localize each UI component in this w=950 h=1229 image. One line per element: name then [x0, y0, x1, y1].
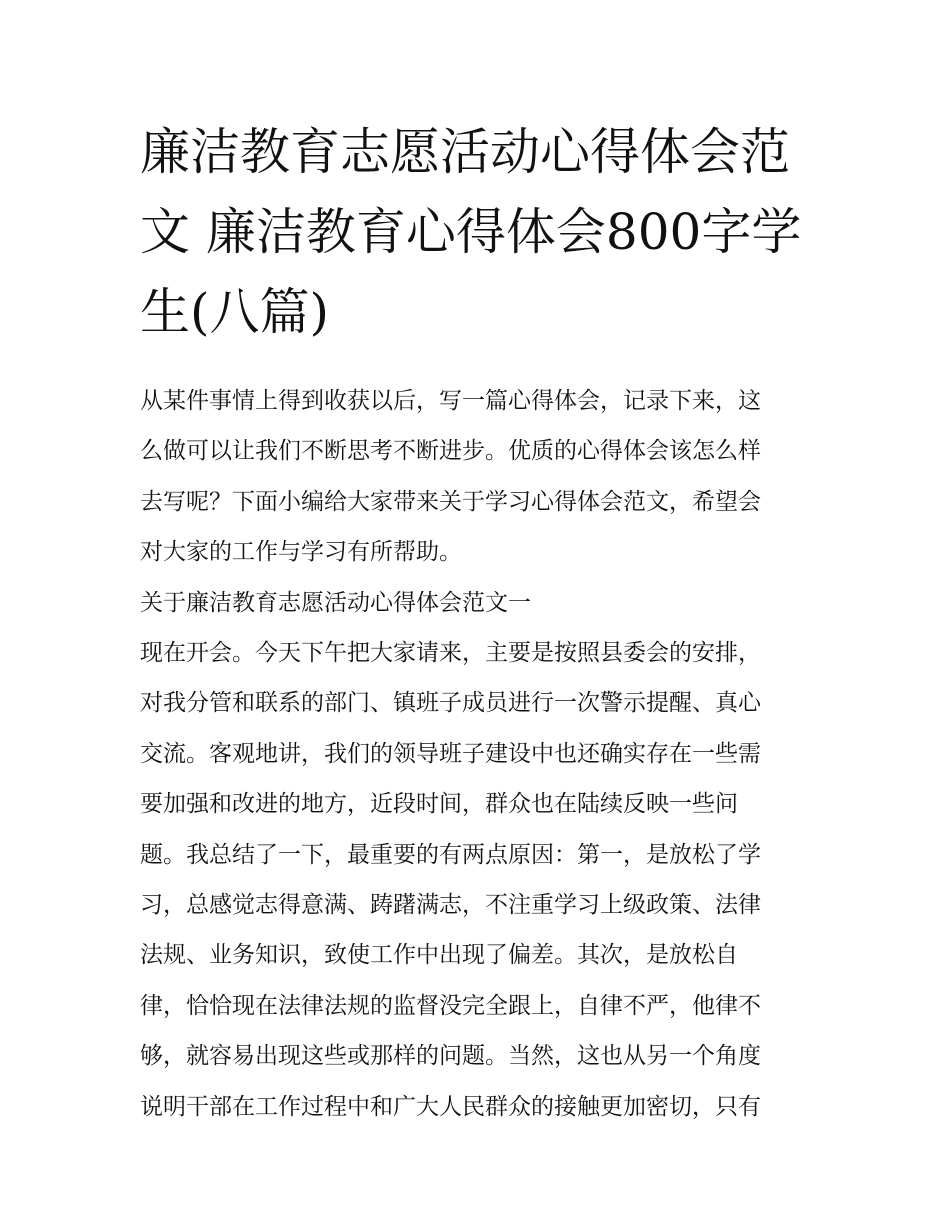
title-line: 生(八篇) — [140, 283, 330, 341]
paragraph-line: 对我分管和联系的部门、镇班子成员进行一次警示提醒、真心 — [140, 690, 761, 717]
paragraph-line: 现在开会。今天下午把大家请来，主要是按照县委会的安排， — [140, 640, 761, 667]
document-body — [140, 376, 812, 1132]
paragraph-line: 题。我总结了一下，最重要的有两点原因：第一，是放松了学 — [140, 841, 761, 868]
section-heading: 关于廉洁教育志愿活动心得体会范文一 — [140, 589, 531, 616]
paragraph-line: 要加强和改进的地方，近段时间，群众也在陆续反映一些问 — [140, 791, 738, 818]
title-line: 文 廉洁教育心得体会800字学 — [140, 203, 802, 261]
paragraph-line: 习，总感觉志得意满、踌躇满志，不注重学习上级政策、法律 — [140, 892, 761, 919]
title-line: 廉洁教育志愿活动心得体会范 — [140, 123, 790, 181]
paragraph-line: 律，恰恰现在法律法规的监督没完全跟上，自律不严，他律不 — [140, 992, 761, 1019]
paragraph-line: 说明干部在工作过程中和广大人民群众的接触更加密切，只有 — [140, 1093, 761, 1120]
intro-line: 从某件事情上得到收获以后，写一篇心得体会，记录下来，这 — [140, 388, 761, 414]
intro-line: 对大家的工作与学习有所帮助。 — [140, 539, 462, 566]
document-title — [140, 112, 812, 352]
paragraph-line: 够，就容易出现这些或那样的问题。当然，这也从另一个角度 — [140, 1043, 761, 1070]
intro-line: 去写呢？下面小编给大家带来关于学习心得体会范文，希望会 — [140, 488, 761, 515]
document-page — [140, 112, 812, 1132]
paragraph-line: 交流。客观地讲，我们的领导班子建设中也还确实存在一些需 — [140, 740, 761, 767]
paragraph-line: 法规、业务知识，致使工作中出现了偏差。其次，是放松自 — [140, 942, 738, 969]
intro-line: 么做可以让我们不断思考不断进步。优质的心得体会该怎么样 — [140, 438, 761, 465]
